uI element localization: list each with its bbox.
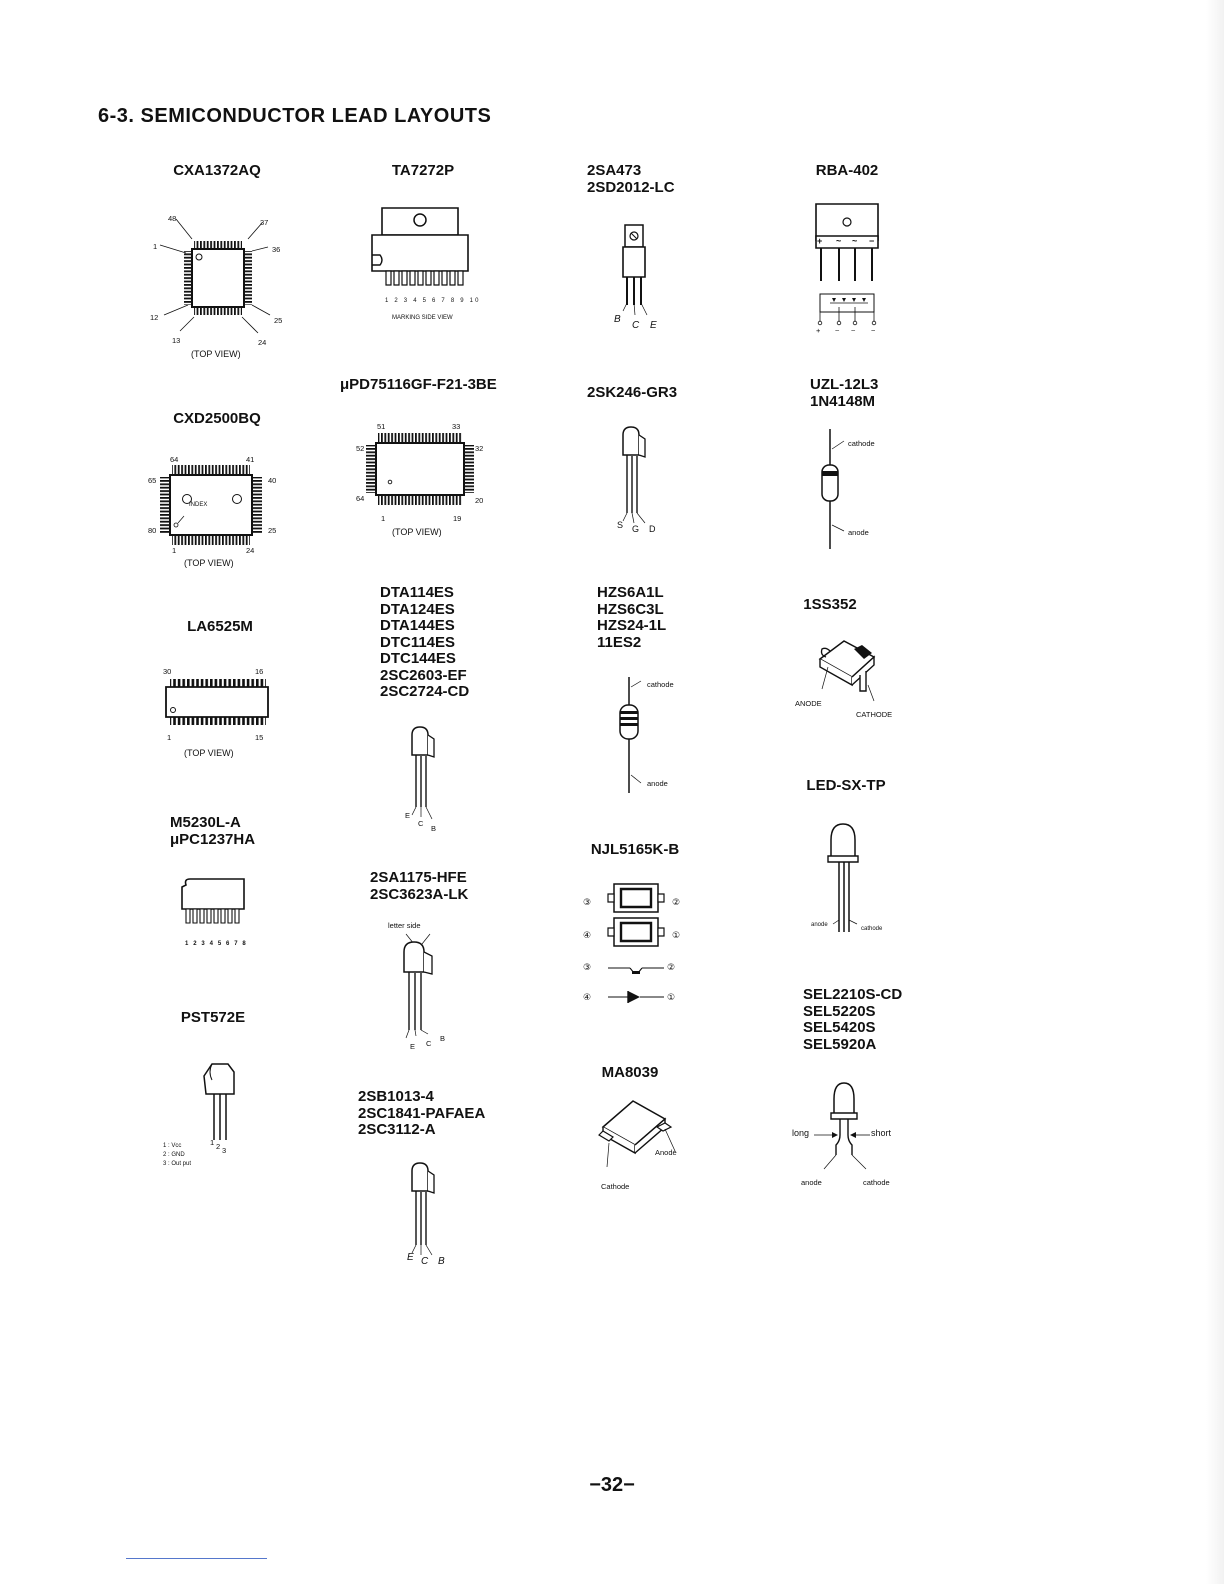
to92-package-icon — [617, 425, 657, 525]
terminal-mark: − — [869, 236, 875, 246]
2sa473-block — [587, 163, 707, 338]
pin-label: ② — [672, 897, 681, 907]
part-name: NJL5165K-B — [590, 841, 680, 858]
part-name: CXA1372AQ — [173, 162, 261, 179]
part-name: 2SC2724-CD — [380, 683, 470, 700]
cathode-label: CATHODE — [856, 710, 893, 719]
pin-number: 2 — [216, 1142, 221, 1151]
pin-label: 24 — [246, 546, 255, 555]
to92-package-icon — [200, 1060, 240, 1150]
pin-number-row: 1 2 3 4 5 6 7 8 — [185, 941, 248, 947]
part-name: UZL-12L3 — [810, 376, 879, 393]
part-name: SEL5920A — [803, 1035, 877, 1053]
terminal-mark: + — [817, 236, 823, 246]
pin-label: 51 — [377, 422, 386, 431]
pin-label: 1 — [153, 242, 158, 251]
pin-legend-row: 2 : GND — [163, 1152, 185, 1158]
sel2210s-block — [790, 987, 930, 1197]
pin-label: B — [614, 314, 621, 325]
part-name-list — [810, 377, 930, 410]
ma8039-block — [595, 1065, 715, 1195]
to92-package-icon — [394, 930, 444, 1042]
dta114es-block — [380, 585, 520, 840]
part-name-list — [140, 411, 294, 428]
part-name: DTA144ES — [380, 617, 455, 634]
uzl12l3-block — [810, 377, 930, 557]
zener-diode-icon — [615, 675, 655, 795]
part-name: RBA-402 — [815, 162, 879, 179]
part-name-list — [792, 597, 868, 614]
part-name-list — [805, 778, 887, 795]
index-label: INDEX — [189, 502, 208, 508]
pin-label: B — [438, 1256, 445, 1267]
part-name: DTC114ES — [380, 633, 456, 651]
part-name: SEL5420S — [803, 1019, 876, 1036]
part-name-list — [580, 842, 690, 859]
2sk246-block — [587, 385, 707, 540]
anode-label: ANODE — [795, 699, 822, 708]
part-name-list — [812, 163, 882, 180]
view-caption: MARKING SIDE VIEW — [392, 315, 453, 321]
part-name: μPC1237HA — [170, 830, 256, 848]
view-caption: (TOP VIEW) — [392, 527, 442, 537]
cathode-label: cathode — [647, 680, 674, 689]
smd-diode-icon — [812, 635, 892, 705]
pin-label: 1 — [172, 546, 177, 555]
terminal-mark: − — [871, 326, 876, 335]
2sb1013-block — [358, 1089, 508, 1269]
led-sx-tp-block — [805, 778, 925, 943]
pin-label: ③ — [583, 897, 592, 907]
smd-diode-icon — [595, 1097, 695, 1177]
pin-label: 52 — [356, 444, 365, 453]
part-name-list — [803, 987, 930, 1053]
part-name: LED-SX-TP — [806, 777, 886, 794]
letter-side-label: letter side — [388, 921, 421, 930]
cxa1372aq-block — [150, 163, 300, 373]
pin-label: 33 — [452, 422, 461, 431]
sip-package-icon — [180, 875, 250, 945]
pin-label: 30 — [163, 667, 172, 676]
m5230l-block — [170, 815, 290, 955]
part-name: 1SS352 — [803, 596, 857, 613]
pin-label: 19 — [453, 514, 462, 523]
part-name-list — [150, 163, 284, 180]
pin-label: 25 — [268, 526, 277, 535]
pin-label: S — [617, 520, 624, 530]
terminal-mark: ~ — [835, 326, 840, 335]
pin-label: 32 — [475, 444, 484, 453]
part-name-list — [160, 1010, 266, 1027]
part-name: SEL5220S — [803, 1002, 876, 1020]
part-name: DTA124ES — [380, 600, 455, 618]
part-name: 2SA473 — [587, 162, 642, 179]
pin-label: C — [418, 819, 424, 828]
led-icon — [825, 820, 885, 940]
pin-legend-row: 3 : Out put — [163, 1161, 192, 1167]
cathode-label: Cathode — [601, 1182, 630, 1191]
part-name: 2SB1013-4 — [358, 1088, 434, 1105]
part-name-list — [170, 815, 290, 848]
part-name: 2SA1175-HFE — [370, 869, 467, 886]
anode-label: anode — [848, 528, 869, 537]
ta7272p-block — [370, 163, 490, 333]
part-name: DTA114ES — [380, 584, 454, 601]
pin-number: 1 — [210, 1138, 215, 1147]
to220-package-icon — [615, 223, 655, 323]
sop-package-icon — [164, 677, 274, 729]
2sa1175-block — [370, 870, 510, 1055]
pin-label: 12 — [150, 313, 159, 322]
part-name: 2SC1841-PAFAEA — [358, 1104, 486, 1122]
qfp-package-icon — [166, 233, 266, 323]
pin-label: E — [650, 320, 657, 331]
to92-package-icon — [406, 1161, 446, 1261]
anode-label: anode — [811, 922, 828, 928]
part-name: DTC144ES — [380, 650, 456, 667]
pin-label: 37 — [260, 218, 269, 227]
pin-label: B — [440, 1034, 446, 1043]
scan-edge-shade — [1206, 0, 1224, 1584]
part-name-list — [597, 585, 717, 651]
pin-label: 36 — [272, 245, 281, 254]
qfp-wide-package-icon — [154, 463, 266, 553]
anode-label: Anode — [655, 1148, 677, 1157]
pin-legend-row: 1 : Vcc — [163, 1143, 182, 1149]
anode-label: anode — [647, 779, 668, 788]
1ss352-block — [792, 597, 917, 727]
rba402-block — [812, 163, 922, 343]
pin-label: 48 — [168, 214, 177, 223]
part-name: MA8039 — [601, 1064, 659, 1081]
part-name: 1N4148M — [810, 392, 876, 410]
view-caption: (TOP VIEW) — [191, 349, 241, 359]
pin-label: E — [407, 1252, 414, 1263]
pin-label: 13 — [172, 336, 181, 345]
to92-package-icon — [406, 725, 446, 825]
short-lead-label: short — [871, 1128, 892, 1138]
part-name: CXD2500BQ — [173, 410, 261, 427]
terminal-mark: + — [816, 326, 821, 335]
pin-label: D — [649, 524, 656, 534]
la6525m-block — [160, 619, 285, 764]
terminal-mark: ~ — [851, 326, 856, 335]
pin-label: C — [421, 1256, 429, 1267]
pin-label: ④ — [583, 992, 592, 1002]
part-name: 2SD2012-LC — [587, 178, 675, 196]
pin-label: E — [410, 1042, 416, 1051]
pin-label: 16 — [255, 667, 264, 676]
pin-label: ② — [667, 962, 676, 972]
terminal-mark: ~ — [852, 236, 858, 246]
pin-label: 15 — [255, 733, 264, 742]
view-caption: (TOP VIEW) — [184, 558, 234, 568]
part-name-list — [340, 377, 515, 394]
qfp-64-package-icon — [364, 431, 476, 511]
part-name: μPD75116GF-F21-3BE — [340, 376, 497, 393]
part-name: HZS24-1L — [597, 617, 667, 634]
part-name-list — [358, 1089, 508, 1139]
pin-label: 40 — [268, 476, 277, 485]
page-number: −32− — [589, 1474, 635, 1496]
pin-label: 1 — [381, 514, 386, 523]
part-name: 2SC2603-EF — [380, 666, 467, 684]
cathode-label: cathode — [861, 926, 883, 932]
part-name: 2SK246-GR3 — [587, 384, 678, 401]
pin-number: 3 — [222, 1146, 227, 1155]
pin-label: 80 — [148, 526, 157, 535]
part-name-list — [595, 1065, 665, 1082]
pin-label: ① — [667, 992, 676, 1002]
pin-label: C — [632, 320, 640, 331]
bridge-rectifier-icon — [812, 201, 882, 331]
pst572e-block — [160, 1010, 280, 1180]
pin-label: 64 — [170, 455, 179, 464]
part-name-list — [370, 870, 510, 903]
pin-label: 1 — [167, 733, 172, 742]
part-name-list — [160, 619, 280, 636]
pin-label: G — [632, 524, 640, 534]
cathode-label: cathode — [848, 439, 875, 448]
sip-power-package-icon — [370, 205, 470, 295]
part-name-list — [370, 163, 476, 180]
pin-label: 65 — [148, 476, 157, 485]
part-name: LA6525M — [187, 618, 253, 635]
njl5165k-block — [580, 842, 705, 1012]
upd75116-block — [340, 377, 515, 542]
pin-label: ① — [672, 930, 681, 940]
part-name: 2SC3112-A — [358, 1121, 436, 1138]
pin-number-row: 1 2 3 4 5 6 7 8 9 10 — [385, 298, 481, 304]
part-name-list — [587, 385, 707, 402]
anode-label: anode — [801, 1178, 822, 1187]
pin-label: B — [431, 824, 437, 833]
hzs6a1l-block — [597, 585, 717, 800]
part-name: M5230L-A — [170, 814, 241, 831]
terminal-mark: ~ — [836, 236, 842, 246]
pin-label: E — [405, 811, 411, 820]
photo-interrupter-icon — [594, 882, 674, 1012]
pin-label: 64 — [356, 494, 365, 503]
pin-label: C — [426, 1039, 432, 1048]
pin-label: 24 — [258, 338, 267, 347]
page-title: 6-3. SEMICONDUCTOR LEAD LAYOUTS — [98, 105, 492, 127]
view-caption: (TOP VIEW) — [184, 748, 234, 758]
pin-label: 25 — [274, 316, 283, 325]
part-name-list — [380, 585, 520, 701]
part-name: PST572E — [180, 1009, 246, 1026]
footer-rule — [126, 1558, 267, 1559]
part-name: HZS6C3L — [597, 600, 664, 618]
pin-label: ④ — [583, 930, 592, 940]
pin-label: 41 — [246, 455, 255, 464]
part-name: HZS6A1L — [597, 584, 664, 601]
part-name: TA7272P — [391, 162, 455, 179]
part-name-list — [587, 163, 707, 196]
part-name: SEL2210S-CD — [803, 986, 903, 1003]
pin-label: 20 — [475, 496, 484, 505]
pin-legend — [163, 1142, 191, 1169]
cathode-label: cathode — [863, 1178, 890, 1187]
cxd2500bq-block — [140, 411, 300, 576]
long-lead-label: long — [792, 1128, 810, 1138]
part-name: 11ES2 — [597, 633, 642, 651]
pin-label: ③ — [583, 962, 592, 972]
part-name: 2SC3623A-LK — [370, 885, 469, 903]
